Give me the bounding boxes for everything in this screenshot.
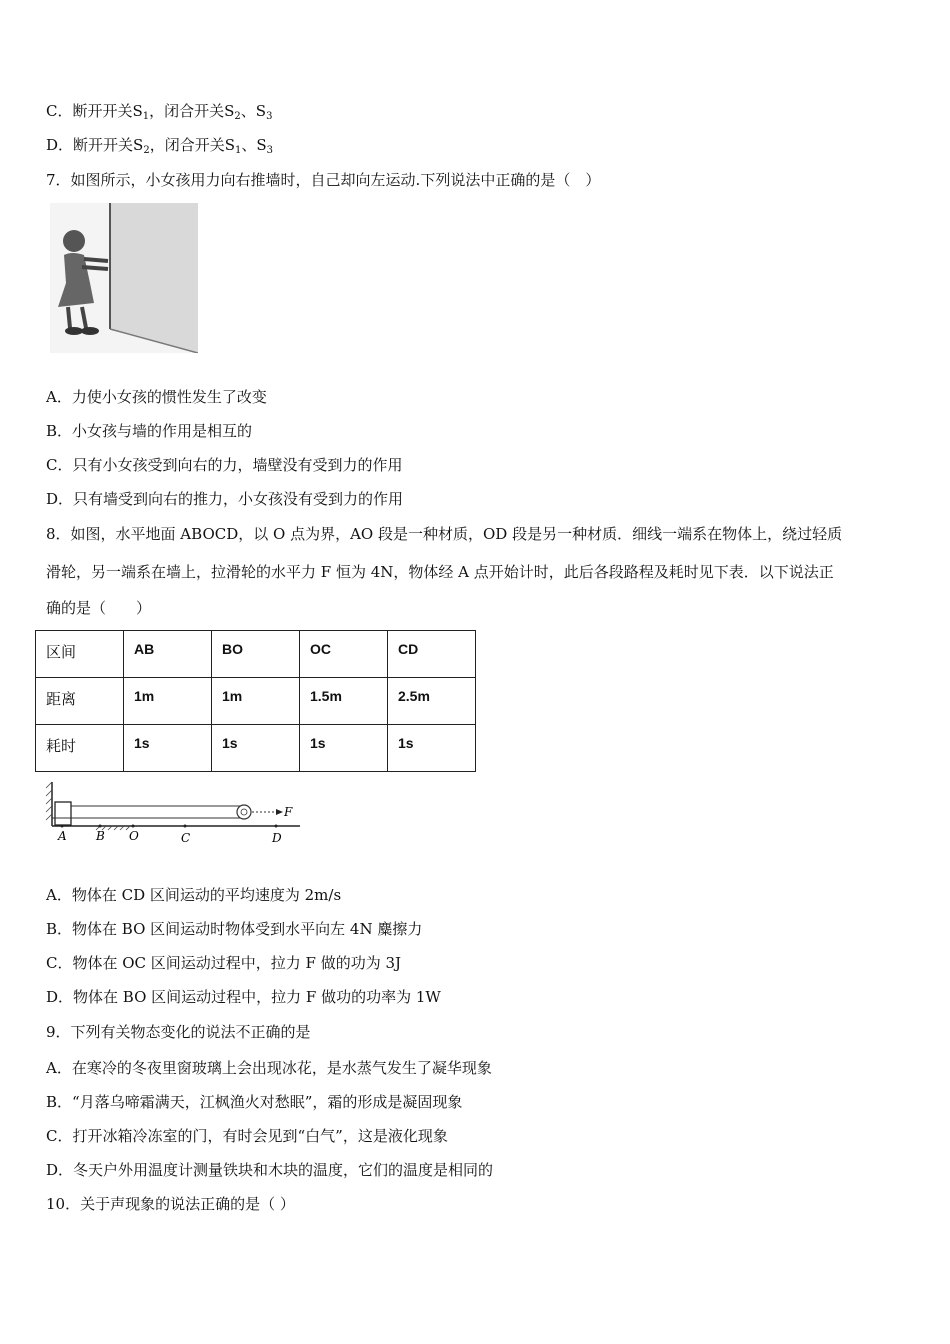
q7-option-d: D．只有墙受到向右的推力，小女孩没有受到力的作用 <box>46 490 404 508</box>
table-cell: 1.5m <box>300 678 388 725</box>
point-label: D <box>272 831 282 845</box>
q8-stem-line2: 滑轮，另一端系在墙上，拉滑轮的水平力 F 恒为 4N，物体经 A 点开始计时，此后各段路程及耗时见下表．以下说法正 <box>46 563 834 581</box>
point-label: C <box>181 831 191 845</box>
q7-option-c: C．只有小女孩受到向右的力，墙壁没有受到力的作用 <box>46 456 403 474</box>
force-label: F <box>284 805 293 819</box>
q8-option-d: D．物体在 BO 区间运动过程中，拉力 F 做功的功率为 1W <box>46 988 441 1006</box>
table-cell: BO <box>212 631 300 678</box>
table-cell: 1s <box>388 725 476 772</box>
table-cell: 1m <box>124 678 212 725</box>
pulley-diagram <box>40 780 310 848</box>
q8-stem-line3: 确的是（ ） <box>46 599 152 617</box>
q6-option-d: D．断开开关$S_2$，闭合开关$S_1$、$S_3$ <box>46 136 273 156</box>
q9-stem: 9．下列有关物态变化的说法不正确的是 <box>46 1023 311 1041</box>
table-cell: CD <box>388 631 476 678</box>
q8-option-c: C．物体在 OC 区间运动过程中，拉力 F 做的功为 3J <box>46 954 402 972</box>
table-row <box>36 678 476 725</box>
table-row <box>36 725 476 772</box>
q8-option-b: B．物体在 BO 区间运动时物体受到水平向左 4N 麋擦力 <box>46 920 423 938</box>
table-cell: AB <box>124 631 212 678</box>
force-arrow <box>276 809 283 815</box>
q7-stem: 7．如图所示，小女孩用力向右推墙时，自己却向左运动.下列说法中正确的是（ ） <box>46 171 601 189</box>
q8-stem-line1: 8．如图，水平地面 ABOCD，以 O 点为界，AO 段是一种材质，OD 段是另一种材质．细线一端系在物体上，绕过轻质 <box>46 525 843 543</box>
table-cell: OC <box>300 631 388 678</box>
q7-option-a: A．力使小女孩的惯性发生了改变 <box>46 388 267 406</box>
q7-option-b: B．小女孩与墙的作用是相互的 <box>46 422 253 440</box>
point-label: O <box>129 829 139 843</box>
point-label: A <box>58 829 67 843</box>
q8-table <box>35 630 476 772</box>
girl-pushing-wall-figure <box>50 203 198 353</box>
table-cell: 1m <box>212 678 300 725</box>
q9-option-b: B．“月落乌啼霜满天，江枫渔火对愁眠”，霜的形成是凝固现象 <box>46 1093 463 1111</box>
pulley-wheel <box>237 805 251 819</box>
table-cell: 1s <box>124 725 212 772</box>
q9-option-d: D．冬天户外用温度计测量铁块和木块的温度，它们的温度是相同的 <box>46 1161 494 1179</box>
table-header-row <box>36 631 476 678</box>
q8-option-a: A．物体在 CD 区间运动的平均速度为 2m/s <box>46 886 342 904</box>
table-cell: 耗时 <box>36 725 124 772</box>
table-cell: 1s <box>300 725 388 772</box>
table-cell: 区间 <box>36 631 124 678</box>
table-cell: 2.5m <box>388 678 476 725</box>
q6-option-c: C．断开开关$S_1$，闭合开关$S_2$、$S_3$ <box>46 102 273 122</box>
table-cell: 1s <box>212 725 300 772</box>
point-label: B <box>96 829 105 843</box>
q10-stem: 10．关于声现象的说法正确的是（ ） <box>46 1195 295 1213</box>
q9-option-c: C．打开冰箱冷冻室的门，有时会见到“白气”，这是液化现象 <box>46 1127 448 1145</box>
block-object <box>55 802 71 825</box>
table-cell: 距离 <box>36 678 124 725</box>
q9-option-a: A．在寒冷的冬夜里窗玻璃上会出现冰花，是水蒸气发生了凝华现象 <box>46 1059 492 1077</box>
